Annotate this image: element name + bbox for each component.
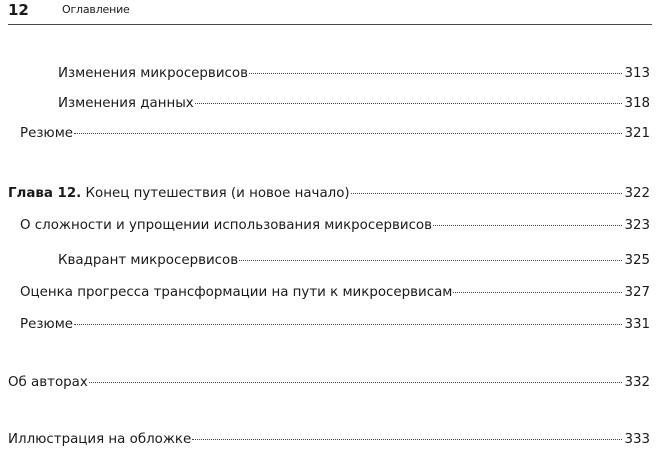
toc-entry-page: 323 [624, 218, 650, 233]
page-header [8, 0, 652, 25]
toc-entry-page: 313 [624, 66, 650, 81]
dot-leader [89, 382, 623, 383]
toc-entry-page: 331 [624, 317, 650, 332]
toc-entry-title: Изменения микросервисов [58, 66, 248, 81]
toc-entry-page: 327 [624, 285, 650, 300]
dot-leader [74, 133, 622, 134]
toc-entry [20, 124, 650, 144]
toc-entry-title: Оценка прогресса трансформации на пути к микросервисам [20, 285, 453, 300]
dot-leader [453, 292, 622, 293]
running-title: Оглавление [62, 3, 130, 16]
toc-entry [20, 216, 650, 236]
toc-entry [58, 64, 650, 84]
toc-entry-page: 332 [624, 375, 650, 390]
dot-leader [249, 73, 622, 74]
toc-entry [8, 373, 650, 393]
toc-entry [8, 430, 650, 450]
toc-entry-title [8, 184, 350, 204]
dot-leader [239, 260, 622, 261]
toc-entry-title: Об авторах [8, 375, 88, 390]
toc-entry [58, 251, 650, 271]
dot-leader [192, 439, 622, 440]
toc-entry-page: 318 [624, 96, 650, 111]
toc-entry [20, 283, 650, 303]
toc-entry-title: Иллюстрация на обложке [8, 432, 192, 447]
dot-leader [433, 225, 622, 226]
toc-entry-title: Изменения данных [58, 96, 194, 111]
toc-entry-title: Резюме [20, 126, 74, 141]
toc-entry-page: 322 [624, 186, 650, 201]
chapter-label: Глава 12. [8, 186, 82, 201]
toc-chapter-entry [8, 184, 650, 204]
toc-entry [58, 94, 650, 114]
toc-entry-title: Резюме [20, 317, 74, 332]
page-number: 12 [8, 1, 29, 19]
dot-leader [74, 324, 622, 325]
chapter-title: Конец путешествия (и новое начало) [81, 186, 350, 201]
dot-leader [195, 103, 623, 104]
toc-entry [20, 315, 650, 335]
toc-entry-page: 325 [624, 253, 650, 268]
toc-entry-page: 333 [624, 432, 650, 447]
dot-leader [351, 193, 623, 194]
toc-entry-page: 321 [624, 126, 650, 141]
toc-entry-title: О сложности и упрощении использования микросервисов [20, 218, 433, 233]
toc-entry-title: Квадрант микросервисов [58, 253, 239, 268]
